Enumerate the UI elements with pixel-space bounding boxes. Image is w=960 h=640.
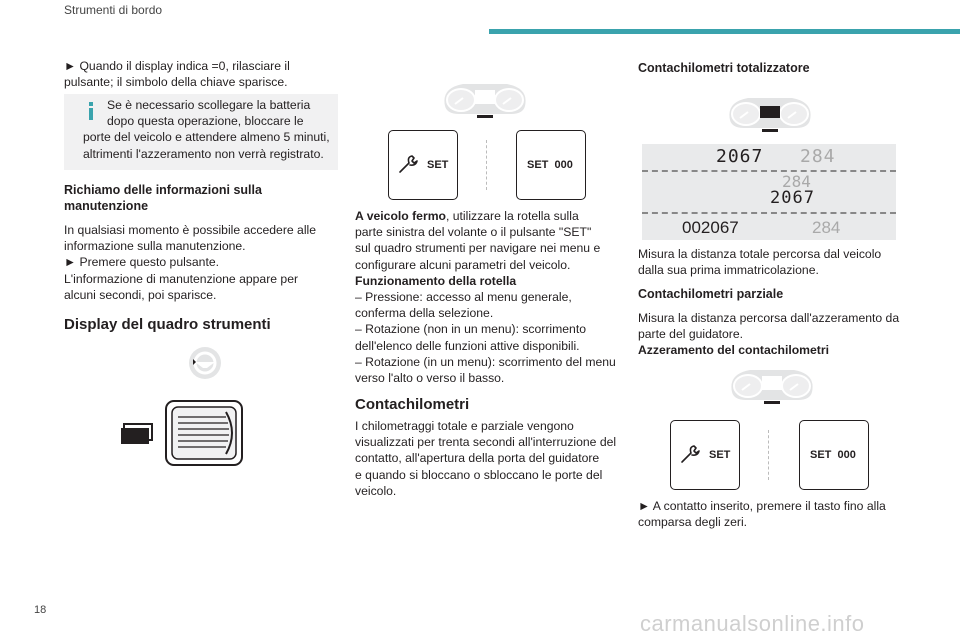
col1-paragraph-1	[64, 58, 344, 90]
text-line: Richiamo delle informazioni sulla	[64, 183, 262, 197]
text-line: I chilometraggi totale e parziale vengono	[355, 419, 574, 433]
text-line: manutenzione	[64, 199, 149, 213]
text-line: – Rotazione (in un menu): scorrimento del menu	[355, 354, 616, 369]
text-line: sul quadro strumenti per navigare nei menu e	[355, 241, 601, 256]
instrument-cluster-icon	[435, 78, 535, 124]
text-line: – Rotazione (non in un menu): scorrimento	[355, 322, 587, 337]
total-km-value: 2067	[770, 188, 815, 208]
sub-heading: Funzionamento della rotella	[355, 273, 517, 288]
info-box	[64, 94, 338, 170]
odometer-display	[642, 144, 896, 240]
text-line: visualizzati per trenta secondi all'interruzione del	[355, 435, 617, 450]
set-button-icon	[388, 130, 458, 200]
heading-instrument-display: Display del quadro strumenti	[64, 316, 271, 333]
text-line: dalla sua prima immatricolazione.	[638, 263, 819, 278]
text-line: ► A contatto inserito, premere il tasto fino alla	[638, 499, 886, 513]
col3-paragraph-2	[638, 310, 913, 359]
set-button-icon	[670, 420, 740, 490]
text-line	[355, 208, 630, 224]
divider	[768, 430, 769, 480]
divider	[642, 212, 896, 214]
wrench-icon	[679, 443, 701, 465]
total-km-value: 002067	[682, 218, 739, 237]
divider	[642, 170, 896, 172]
text-line: veicolo.	[355, 483, 397, 498]
text-line: Misura la distanza percorsa dall'azzeramento da	[638, 311, 900, 325]
text-line: dopo questa operazione, bloccare le	[107, 114, 304, 129]
text-line: configurare alcuni parametri del veicolo.	[355, 257, 571, 272]
text-line: informazione sulla manutenzione.	[64, 239, 246, 254]
text-line: alcuni secondi, poi sparisce.	[64, 287, 217, 302]
trip-km-value: 284	[782, 172, 811, 191]
bold-text: A veicolo fermo	[355, 209, 446, 223]
header-accent-bar	[489, 29, 960, 34]
set-button-label: SET	[709, 449, 731, 461]
heading-odometer: Contachilometri	[355, 396, 470, 413]
text-line: Misura la distanza totale percorsa dal veicolo	[638, 247, 882, 261]
text-line: ► Premere questo pulsante.	[64, 255, 220, 270]
text-line: – Pressione: accesso al menu generale,	[355, 290, 572, 305]
text-line: dell'elenco delle funzioni attive disponibili.	[355, 338, 580, 353]
text-line: e quando si bloccano o sbloccano le porte del	[355, 467, 603, 482]
set-000-label: SET 000	[810, 449, 856, 461]
trip-km-value: 284	[800, 146, 836, 167]
control-stalk-icon	[118, 398, 248, 468]
heading-maintenance	[64, 182, 344, 214]
steering-wheel-icon	[185, 345, 225, 381]
text-line: parte sinistra del volante o il pulsante "SET"	[355, 225, 592, 240]
divider	[486, 140, 487, 190]
text-line: contatto, all'apertura della porta del guidatore	[355, 451, 600, 466]
heading-trip-odometer: Contachilometri parziale	[638, 287, 784, 301]
wrench-icon	[397, 153, 419, 175]
text-line: conferma della selezione.	[355, 306, 494, 321]
text-line: In qualsiasi momento è possibile accedere alle	[64, 223, 317, 237]
col2-paragraph-1	[355, 208, 630, 386]
watermark: carmanualsonline.info	[640, 611, 865, 636]
set-000-button-icon	[799, 420, 869, 490]
text-line: porte del veicolo e attendere almeno 5 minuti,	[83, 130, 330, 145]
text-line: L'informazione di manutenzione appare per	[64, 271, 299, 286]
page-number: 18	[34, 604, 47, 616]
text-line: pulsante; il simbolo della chiave sparisce.	[64, 75, 288, 90]
text-line: verso l'alto o verso il basso.	[355, 371, 505, 386]
text-line: Se è necessario scollegare la batteria	[107, 98, 311, 112]
text-line: parte del guidatore.	[638, 327, 744, 342]
heading-total-odometer: Contachilometri totalizzatore	[638, 61, 810, 75]
col2-paragraph-2	[355, 418, 630, 499]
total-km-value: 2067	[716, 146, 764, 167]
col1-paragraph-2	[64, 222, 344, 303]
text-line: comparsa degli zeri.	[638, 515, 748, 530]
sub-heading: Azzeramento del contachilometri	[638, 343, 829, 358]
section-title: Strumenti di bordo	[64, 3, 163, 17]
instrument-cluster-icon	[720, 92, 820, 138]
text: , utilizzare la rotella sulla	[445, 209, 579, 223]
set-000-label: SET 000	[527, 159, 573, 171]
text-line: ► Quando il display indica =0, rilasciare il	[64, 59, 290, 73]
set-000-button-icon	[516, 130, 586, 200]
set-button-label: SET	[427, 159, 449, 171]
col3-paragraph-1	[638, 246, 913, 278]
instrument-cluster-icon	[722, 364, 822, 410]
col3-paragraph-3	[638, 498, 913, 530]
text-line: altrimenti l'azzeramento non verrà registrato.	[83, 146, 324, 161]
trip-km-value: 284	[812, 218, 841, 237]
